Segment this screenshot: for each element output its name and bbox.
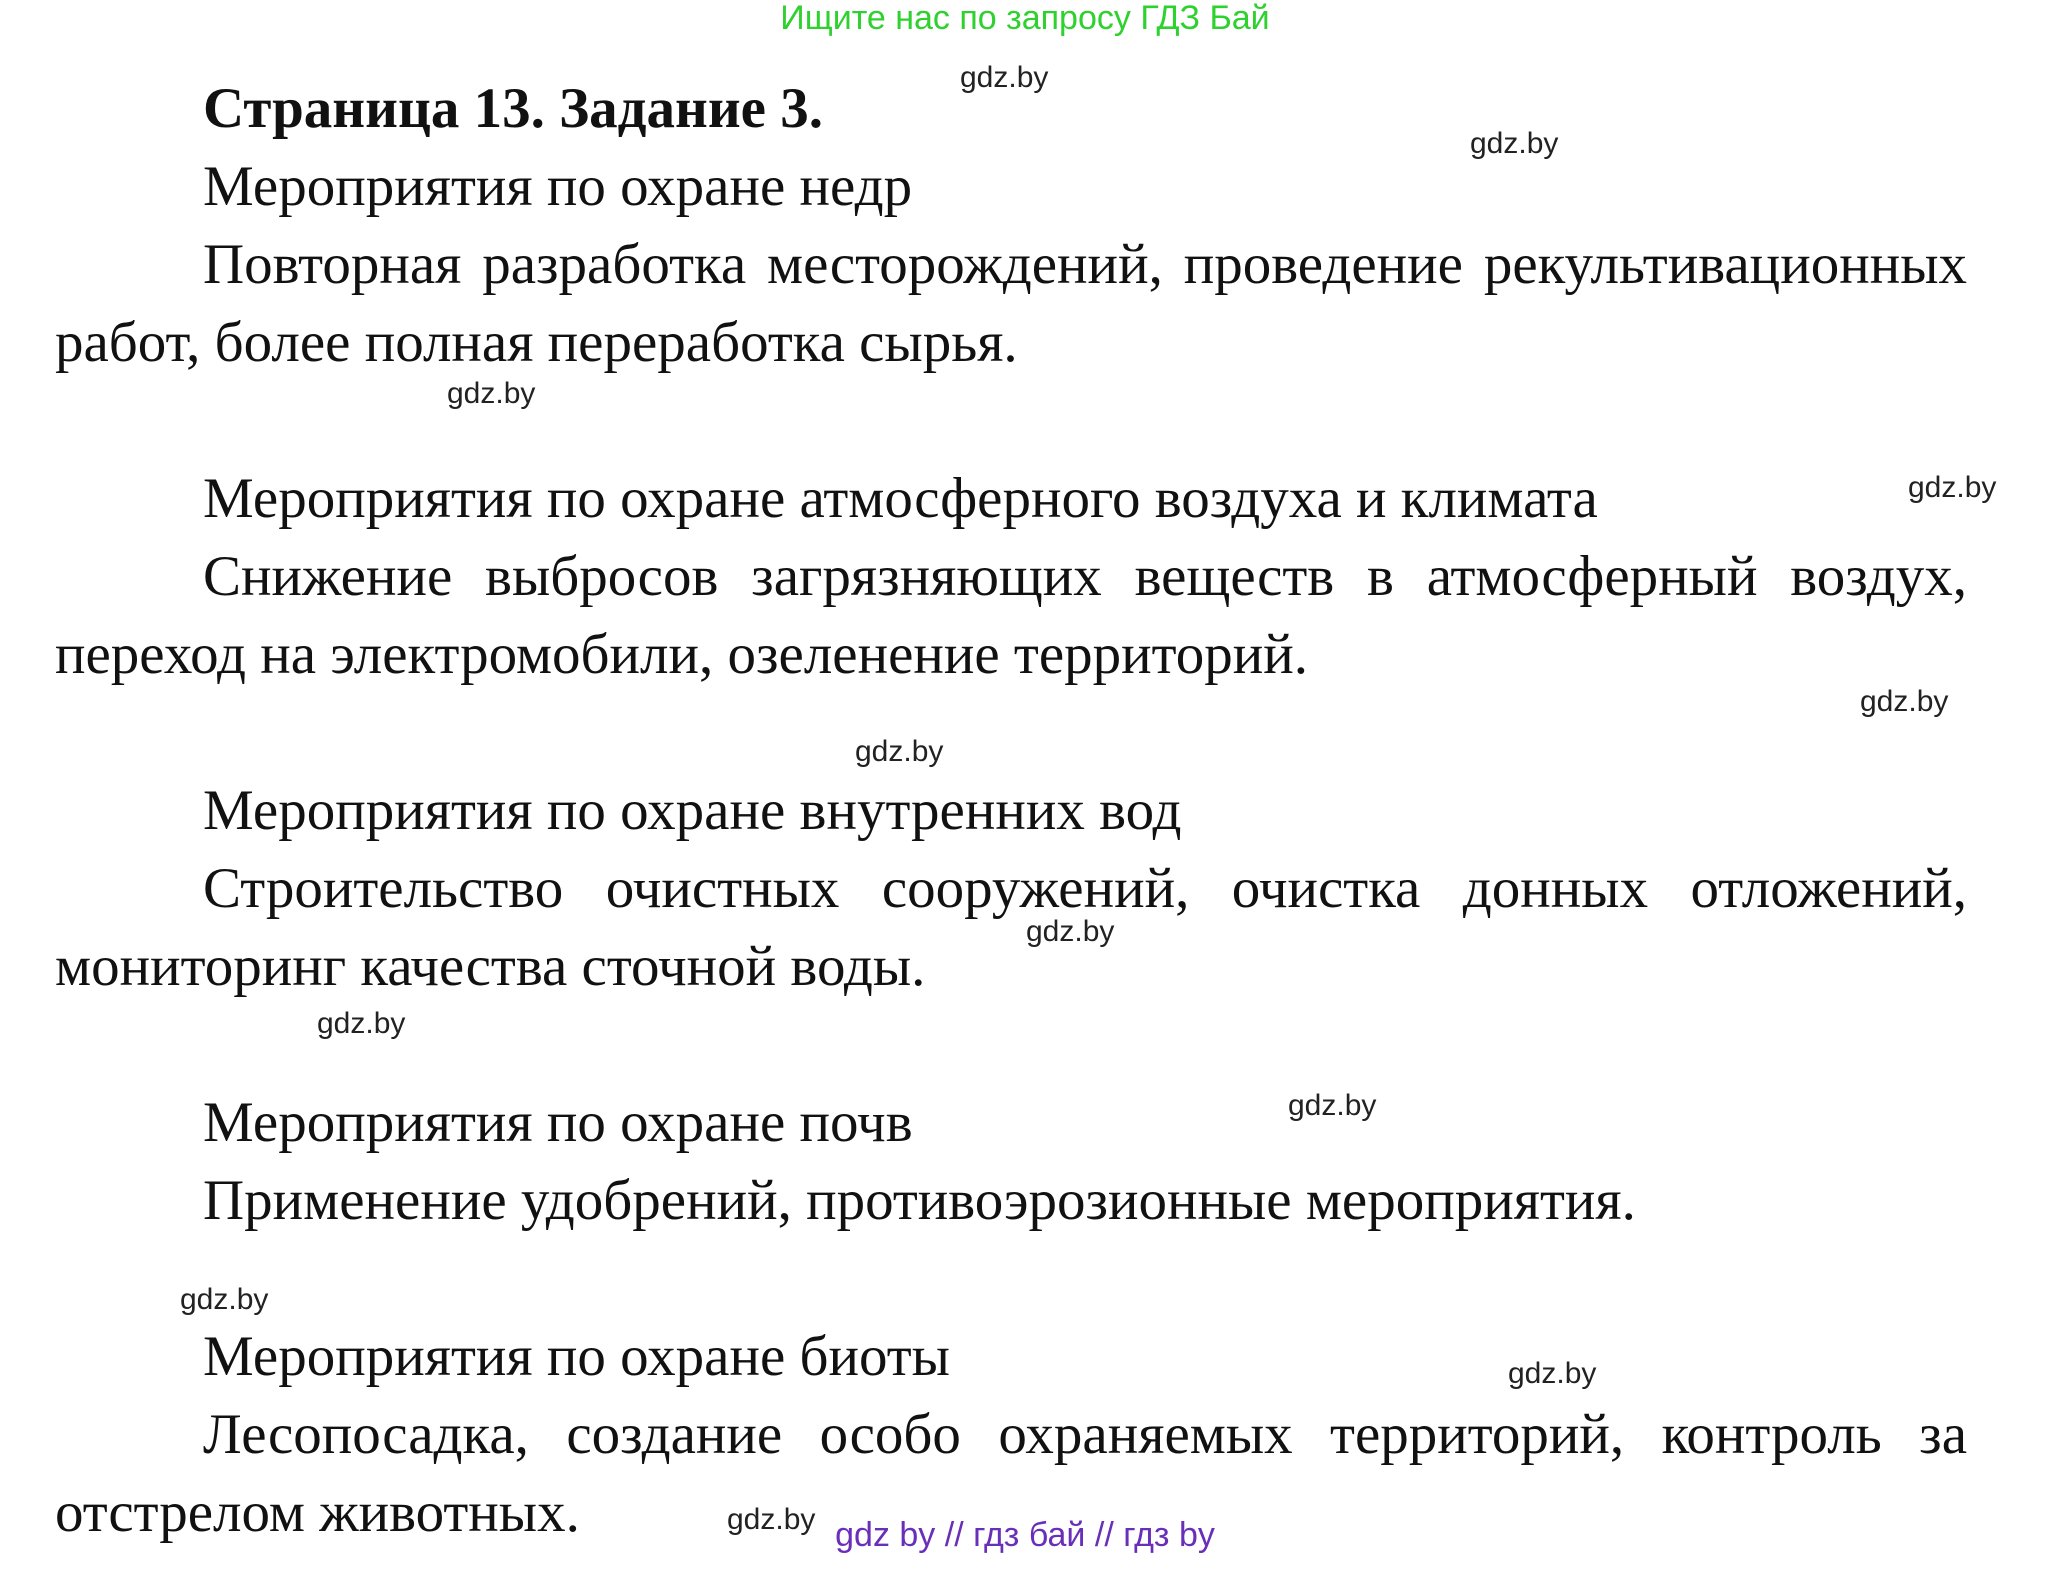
section-heading-biota: Мероприятия по охране биоты (203, 1325, 950, 1388)
section-heading-soil: Мероприятия по охране почв (203, 1091, 913, 1154)
document-body (55, 70, 1967, 1552)
watermark: gdz.by (317, 1007, 406, 1040)
watermark: gdz.by (960, 61, 1049, 94)
section-text-biota: Лесопосадка, создание особо охраняемых территорий, контроль за отстрелом животных. (55, 1403, 1967, 1544)
watermark: gdz.by (1470, 127, 1559, 160)
watermark: gdz.by (1860, 685, 1949, 718)
watermark: gdz.by (1026, 915, 1115, 948)
watermark: gdz.by (1908, 471, 1997, 504)
watermark: gdz.by (1288, 1089, 1377, 1122)
section-text-soil: Применение удобрений, противоэрозионные мероприятия. (203, 1169, 1636, 1232)
section-text-air: Снижение выбросов загрязняющих веществ в атмосферный воздух, переход на электромобили, озеленение территорий. (55, 545, 1967, 686)
page-title: Страница 13. Задание 3. (203, 77, 823, 140)
watermark: gdz.by (447, 377, 536, 410)
watermark: gdz.by (180, 1283, 269, 1316)
section-text-subsoil: Повторная разработка месторождений, проведение рекультивационных работ, более полная переработка сырья. (55, 233, 1967, 374)
section-text-water: Строительство очистных сооружений, очистка донных отложений, мониторинг качества сточной воды. (55, 857, 1967, 998)
site-banner[interactable]: Ищите нас по запросу ГДЗ Бай (780, 0, 1270, 37)
section-heading-subsoil: Мероприятия по охране недр (203, 155, 913, 218)
section-heading-water: Мероприятия по охране внутренних вод (203, 779, 1182, 842)
watermark: gdz.by (1508, 1357, 1597, 1390)
watermark: gdz.by (727, 1503, 816, 1536)
watermark: gdz.by (855, 735, 944, 768)
section-heading-air: Мероприятия по охране атмосферного воздуха и климата (203, 467, 1598, 530)
footer-links[interactable]: gdz by // гдз бай // гдз by (835, 1516, 1215, 1554)
